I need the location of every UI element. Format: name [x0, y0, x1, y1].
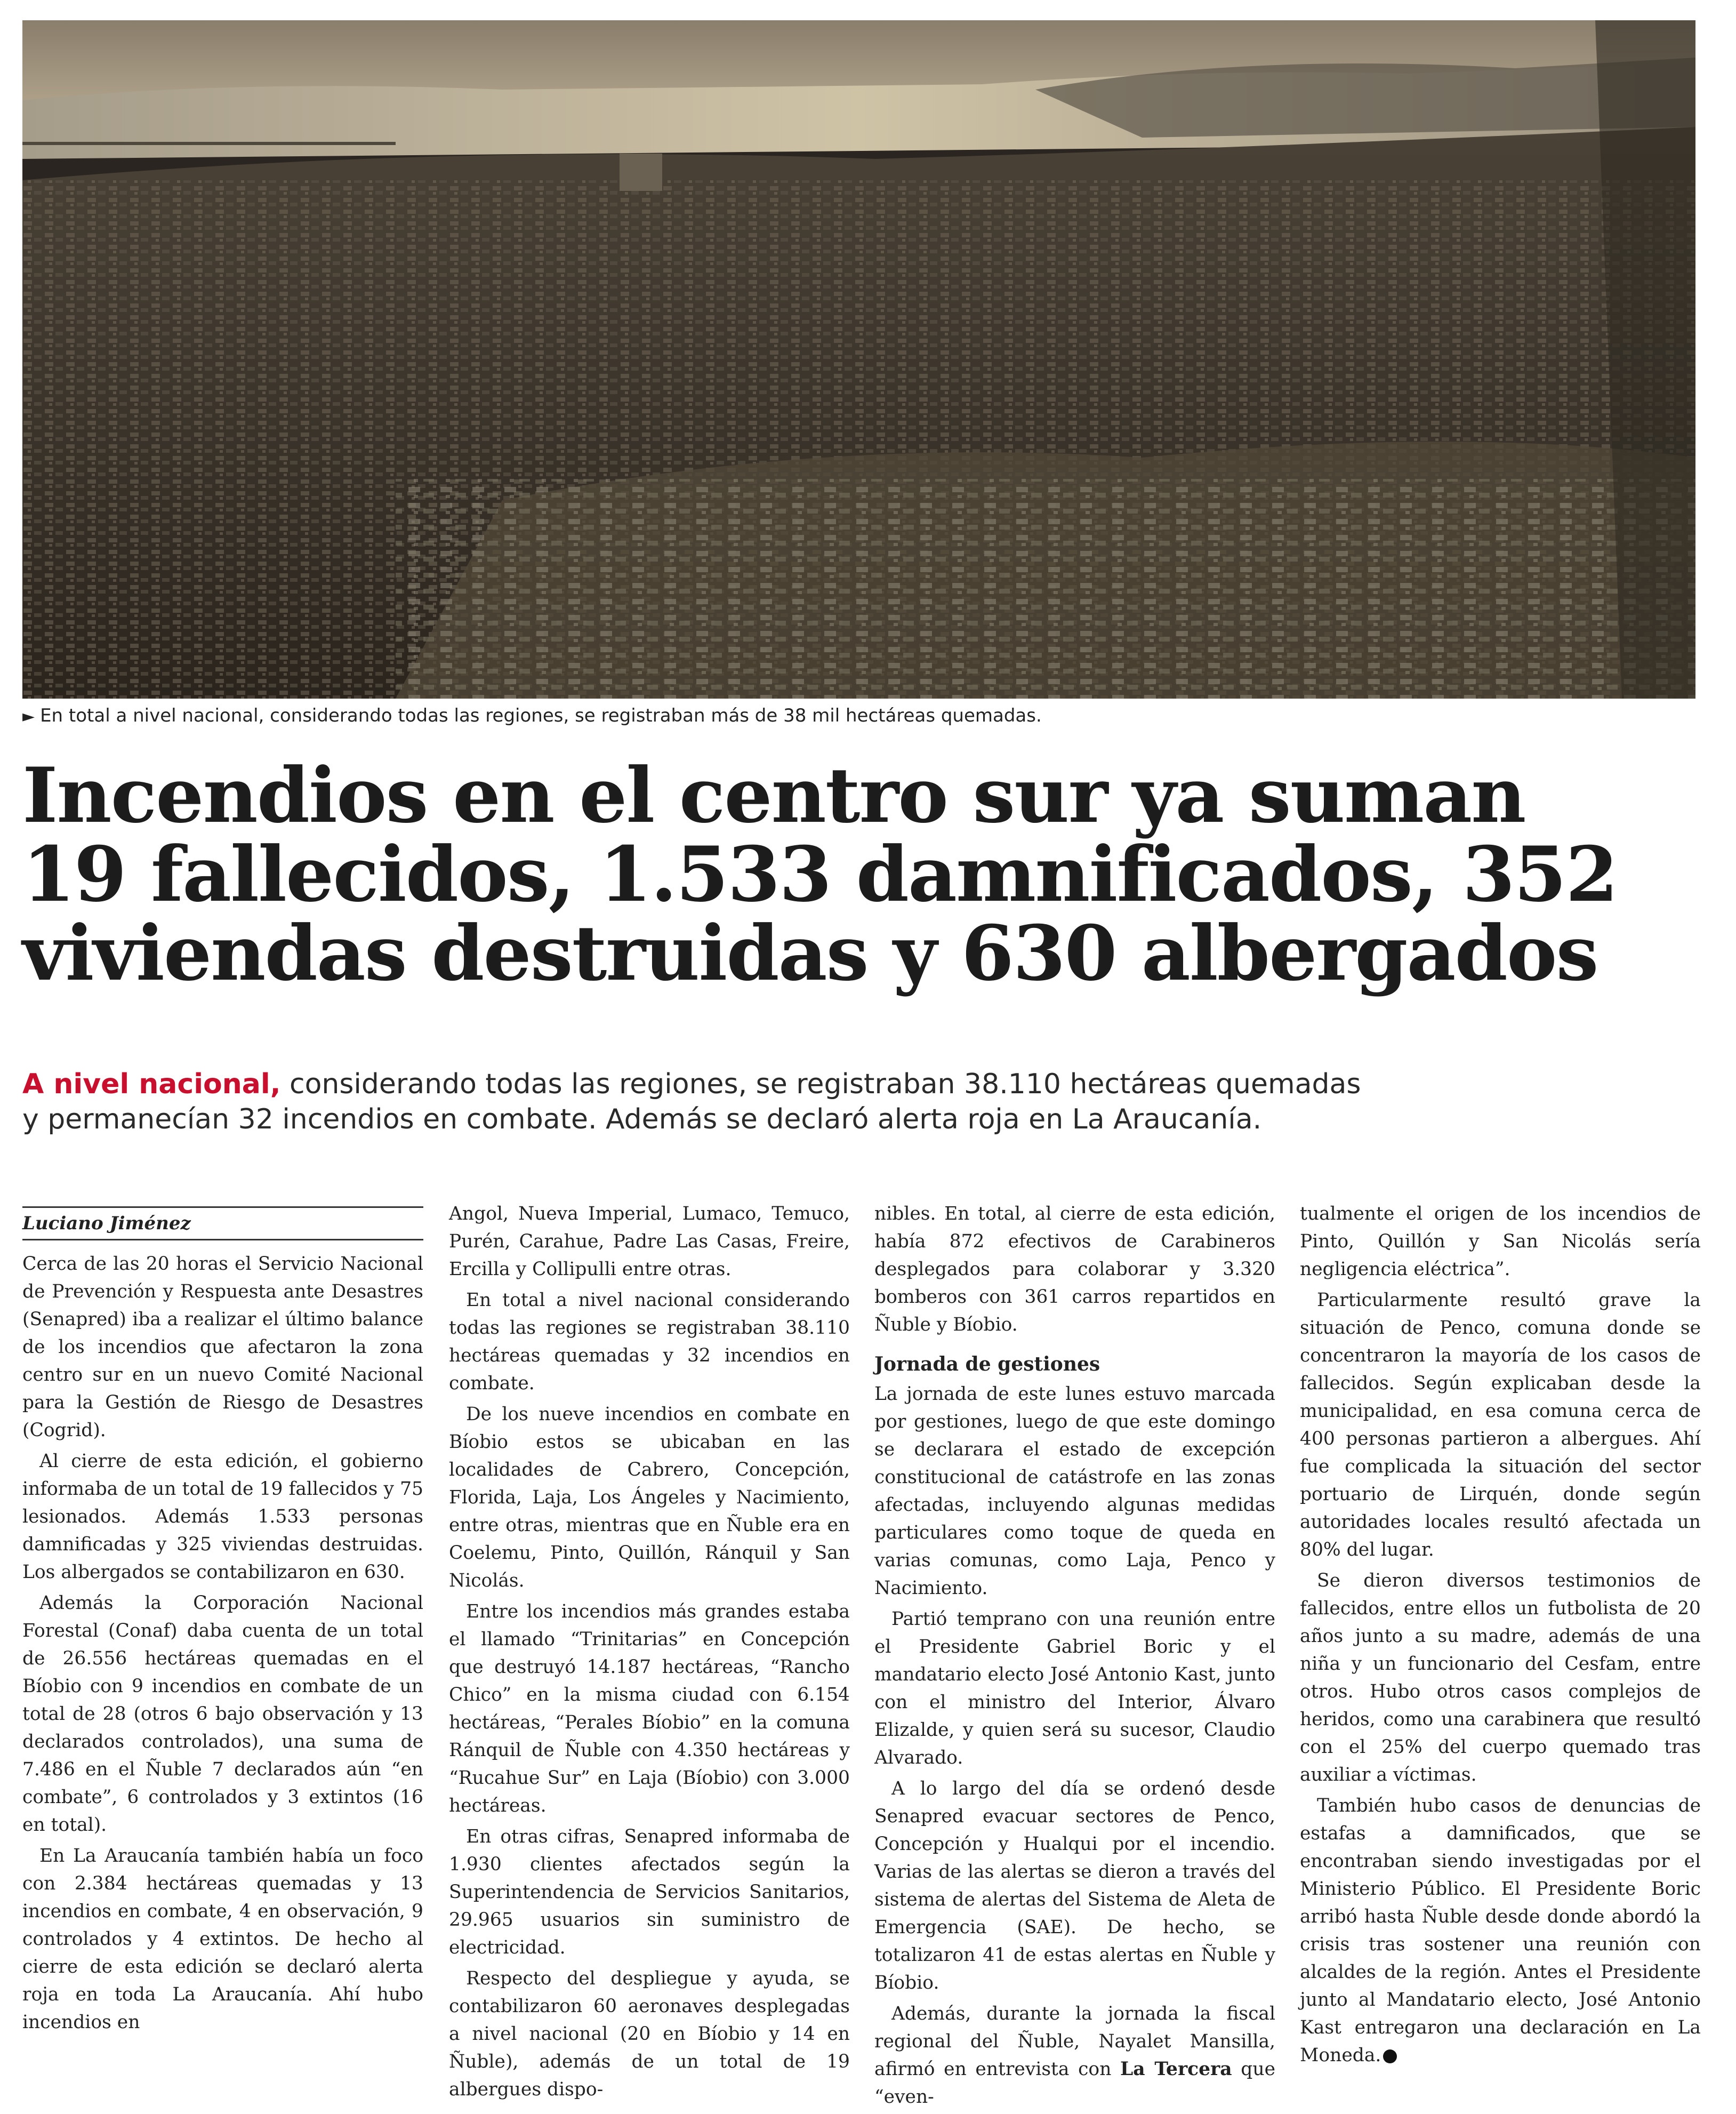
paragraph: Al cierre de esta edición, el gobierno informaba de un total de 19 fallecidos y 75 lesionados. Además 1.533 personas damnificadas y 325 viviendas destruidas. Los albergados se contabilizaron en 630. — [22, 1451, 423, 1583]
paragraph: La jornada de este lunes estuvo marcada por gestiones, luego de que este domingo se declarara el estado de excepción constitucional de catástrofe en las zonas afectadas, incluyendo algunas medidas particulares como toque de queda en varias comunas, como Laja, Penco y Nacimiento. — [874, 1383, 1275, 1599]
paragraph: De los nueve incendios en combate en Bíobio estos se ubicaban en las localidades de Cabrero, Concepción, Florida, Laja, Los Ángeles y Nacimiento, entre otras, mientras que en Ñuble era en Coelemu, Pinto, Quillón, Ránquil y San Nicolás. — [449, 1404, 850, 1591]
end-mark-icon — [1383, 2049, 1397, 2063]
news-photo — [22, 20, 1695, 699]
paragraph: En La Araucanía también había un foco con 2.384 hectáreas quemadas y 13 incendios en combate, 4 en observación, 9 controlados y 4 extintos. De hecho al cierre de esta edición se declaró alerta roja en toda La Araucanía. Ahí hubo incendios en — [22, 1845, 423, 2033]
newspaper-name: La Tercera — [1120, 2059, 1232, 2080]
paragraph-text: También hubo casos de denuncias de estafas a damnificados, que se encontraban siendo investigadas por el Ministerio Público. El Presidente Boric arribó hasta Ñuble desde donde abordó la crisis tras sostener una reunión con alcaldes de la región. Antes el Presidente junto al Mandatario electo, José Antonio Kast entregaron una declaración en La Moneda. — [1300, 1795, 1701, 2066]
article-column-3 — [874, 1200, 1275, 2114]
paragraph: Entre los incendios más grandes estaba el llamado “Trinitarias” en Concepción que destruyó 14.187 hectáreas, “Rancho Chico” en la misma ciudad con 6.154 hectáreas, “Perales Bíobio” en la comuna Ránquil de Ñuble con 4.350 hectáreas y “Rucahue Sur” en Laja (Bíobio) con 3.000 hectáreas. — [449, 1601, 850, 1816]
paragraph-text: Además, durante la jornada la fiscal regional del Ñuble, Nayalet Mansilla, afirmó en entrevista con — [874, 2003, 1275, 2080]
article-column-4 — [1300, 1200, 1701, 2072]
article-body — [22, 1200, 1702, 2108]
paragraph — [1300, 1792, 1701, 2069]
paragraph: tualmente el origen de los incendios de Pinto, Quillón y San Nicolás sería negligencia eléctrica”. — [1300, 1203, 1701, 1280]
lead-text: y permanecían 32 incendios en combate. Además se declaró alerta roja en La Araucanía. — [22, 1103, 1262, 1135]
paragraph — [874, 2000, 1275, 2111]
lead-paragraph — [22, 1067, 1707, 1137]
paragraph: A lo largo del día se ordenó desde Senapred evacuar sectores de Penco, Concepción y Hualqui por el incendio. Varias de las alertas se dieron a través del sistema de alertas del Sistema de Aleta de Emergencia (SAE). De hecho, se totalizaron 41 de estas alertas en Ñuble y Bíobio. — [874, 1778, 1275, 1993]
photo-caption — [22, 705, 1695, 726]
paragraph: En otras cifras, Senapred informaba de 1.930 clientes afectados según la Superintendencia de Servicios Sanitarios, 29.965 usuarios sin suministro de electricidad. — [449, 1826, 850, 1958]
paragraph: nibles. En total, al cierre de esta edición, había 872 efectivos de Carabineros desplegados para colaborar y 3.320 bomberos con 361 carros repartidos en Ñuble y Bíobio. — [874, 1203, 1275, 1335]
headline — [22, 751, 1707, 998]
caption-text: En total a nivel nacional, considerando todas las regiones, se registraban más de 38 mil hectáreas quemadas. — [40, 705, 1042, 726]
lead-kicker: A nivel nacional, — [22, 1068, 281, 1100]
photo-burned-city-icon — [22, 20, 1695, 699]
byline: Luciano Jiménez — [22, 1206, 423, 1240]
article-column-2 — [449, 1200, 850, 2107]
lead-text: considerando todas las regiones, se registraban 38.110 hectáreas quemadas — [280, 1068, 1361, 1100]
paragraph: Angol, Nueva Imperial, Lumaco, Temuco, Purén, Carahue, Padre Las Casas, Freire, Ercilla y Collipulli entre otras. — [449, 1203, 850, 1280]
paragraph: Cerca de las 20 horas el Servicio Nacional de Prevención y Respuesta ante Desastres (Senapred) iba a realizar el último balance de los incendios que afectaron la zona centro sur en un nuevo Comité Nacional para la Gestión de Riesgo de Desastres (Cogrid). — [22, 1253, 423, 1441]
paragraph: En total a nivel nacional considerando todas las regiones se registraban 38.110 hectáreas quemadas y 32 incendios en combate. — [449, 1290, 850, 1394]
subheading: Jornada de gestiones — [874, 1353, 1100, 1375]
caption-marker-icon: ► — [22, 707, 35, 726]
paragraph: Particularmente resultó grave la situación de Penco, comuna donde se concentraron la mayoría de los casos de fallecidos. Según explicaban desde la municipalidad, en esa comuna cerca de 400 personas partieron a albergues. Ahí fue complicada la situación del sector portuario de Lirquén, donde según autoridades locales resultó afectada un 80% del lugar. — [1300, 1290, 1701, 1560]
paragraph: Partió temprano con una reunión entre el Presidente Gabriel Boric y el mandatario electo José Antonio Kast, junto con el ministro del Interior, Álvaro Elizalde, y quien será su sucesor, Claudio Alvarado. — [874, 1608, 1275, 1768]
paragraph: Se dieron diversos testimonios de fallecidos, entre ellos un futbolista de 20 años junto a su madre, además de una niña y un funcionario del Cesfam, entre otros. Hubo otros casos complejos de heridos, como una carabinera que resultó con el 25% del cuerpo quemado tras auxiliar a víctimas. — [1300, 1570, 1701, 1785]
paragraph-text: que “even- — [874, 2059, 1275, 2108]
headline-line: viviendas destruidas y 630 albergados — [22, 909, 1598, 998]
headline-line: Incendios en el centro sur ya suman — [22, 751, 1525, 840]
article-column-1 — [22, 1200, 423, 2039]
paragraph: Respecto del despliegue y ayuda, se contabilizaron 60 aeronaves desplegadas a nivel nacional (20 en Bíobio y 14 en Ñuble), además de un total de 19 albergues dispo- — [449, 1968, 850, 2100]
headline-line: 19 fallecidos, 1.533 damnificados, 352 — [22, 830, 1618, 919]
paragraph: Además la Corporación Nacional Forestal (Conaf) daba cuenta de un total de 26.556 hectáreas quemadas en el Bíobio con 9 incendios en combate de un total de 28 (otros 6 bajo observación y 13 declarados controlados), una suma de 7.486 en el Ñuble 7 declarados aún “en combate”, 6 controlados y 3 extintos (16 en total). — [22, 1592, 423, 1836]
